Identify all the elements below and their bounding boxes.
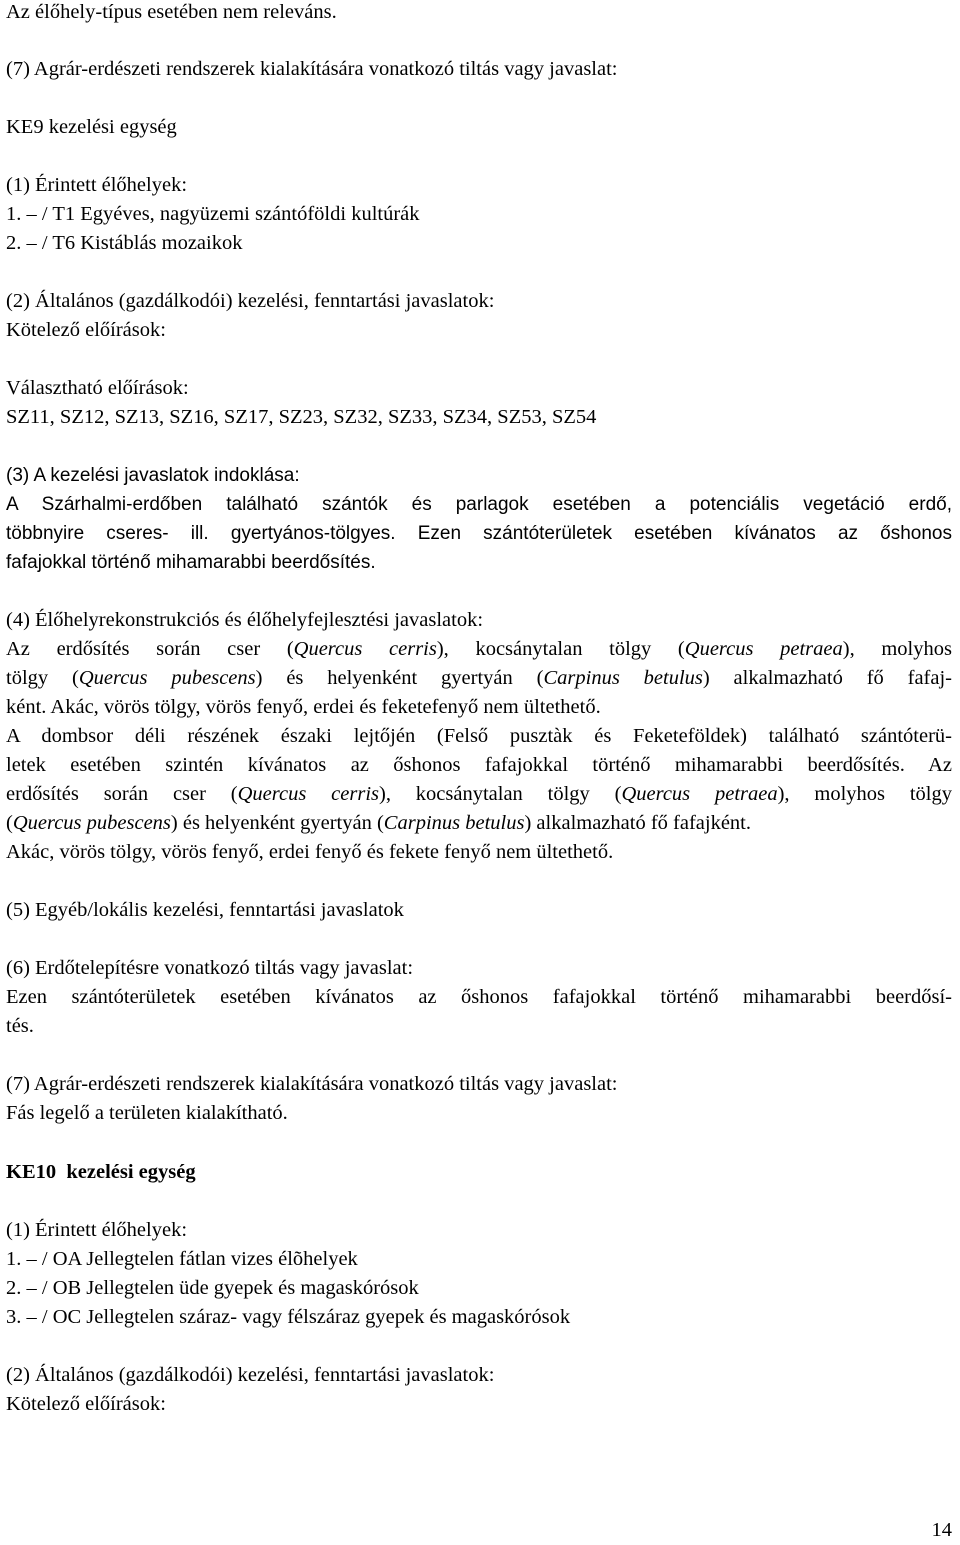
section-heading: (6) Erdőtelepítésre vonatkozó tiltás vagy javaslat:: [6, 957, 414, 979]
section-heading: (7) Agrár-erdészeti rendszerek kialakítására vonatkozó tiltás vagy javaslat:: [6, 58, 618, 80]
unit-title: KE9 kezelési egység: [6, 116, 177, 138]
text-run: ) alkalmazható fő fafajként.: [524, 812, 751, 834]
species-name: Quercus pubescens: [12, 812, 171, 834]
habitat-item: 1. – / T1 Egyéves, nagyüzemi szántóföldi kultúrák: [6, 203, 420, 225]
text-run: ) és helyenként gyertyán (: [170, 812, 384, 834]
section-heading: (2) Általános (gazdálkodói) kezelési, fenntartási javaslatok:: [6, 290, 495, 312]
text-run: erdősítés során cser (: [6, 783, 238, 805]
section-heading: (7) Agrár-erdészeti rendszerek kialakítására vonatkozó tiltás vagy javaslat:: [6, 1073, 618, 1095]
habitat-item: 3. – / OC Jellegtelen száraz- vagy félszáraz gyepek és magaskórósok: [6, 1306, 571, 1328]
text-run: ), kocsánytalan tölgy (: [436, 638, 685, 660]
code-list: SZ11, SZ12, SZ13, SZ16, SZ17, SZ23, SZ32, SZ33, SZ34, SZ53, SZ54: [6, 406, 597, 428]
section-heading: (1) Érintett élőhelyek:: [6, 174, 188, 196]
text-run: tölgy (: [6, 667, 79, 689]
text-run: ) és helyenként gyertyán (: [255, 667, 544, 689]
species-name: Quercus petraea: [684, 638, 843, 660]
subheading: Választható előírások:: [6, 377, 189, 399]
paragraph-line: letek esetében szintén kívánatos az őshonos fafajokkal történő mihamarabbi beerdősítés. Az: [6, 754, 952, 776]
paragraph-line: [6, 664, 952, 693]
section-heading: (3) A kezelési javaslatok indoklása:: [6, 465, 300, 486]
section-heading: (5) Egyéb/lokális kezelési, fenntartási javaslatok: [6, 899, 404, 921]
paragraph-line: [6, 809, 751, 838]
subheading: Kötelező előírások:: [6, 319, 166, 341]
species-name: Quercus petraea: [621, 783, 778, 805]
text-run: ) alkalmazható fő fafaj-: [702, 667, 953, 689]
text-run: ), kocsánytalan tölgy (: [379, 783, 622, 805]
species-name: Quercus cerris: [237, 783, 379, 805]
habitat-item: 2. – / OB Jellegtelen üde gyepek és magaskórósok: [6, 1277, 419, 1299]
paragraph-line: [6, 780, 952, 809]
species-name: Carpinus betulus: [383, 812, 525, 834]
species-name: Carpinus betulus: [543, 667, 703, 689]
paragraph-line: [6, 635, 952, 664]
page-number: 14: [931, 1519, 952, 1541]
text-run: ), molyhos tölgy: [777, 783, 952, 805]
text-run: (: [6, 812, 13, 834]
habitat-item: 1. – / OA Jellegtelen fátlan vizes élõhelyek: [6, 1248, 358, 1270]
unit-title: KE10 kezelési egység: [6, 1161, 196, 1183]
text-line: Az élőhely-típus esetében nem releváns.: [6, 1, 337, 23]
species-name: Quercus pubescens: [78, 667, 256, 689]
section-heading: (1) Érintett élőhelyek:: [6, 1219, 188, 1241]
paragraph-line: fafajokkal történő mihamarabbi beerdősítés.: [6, 552, 376, 573]
text-run: Az erdősítés során cser (: [6, 638, 294, 660]
paragraph-line: tés.: [6, 1015, 34, 1037]
paragraph-line: A dombsor déli részének északi lejtőjén (Felső pusztàk és Feketeföldek) található szántóterü-: [6, 725, 952, 747]
paragraph-line: Ezen szántóterületek esetében kívánatos az őshonos fafajokkal történő mihamarabbi beerdősí-: [6, 986, 952, 1008]
species-name: Quercus cerris: [293, 638, 437, 660]
paragraph-line: Fás legelő a területen kialakítható.: [6, 1102, 288, 1124]
subheading: Kötelező előírások:: [6, 1393, 166, 1415]
paragraph-line: Akác, vörös tölgy, vörös fenyő, erdei fenyő és fekete fenyő nem ültethető.: [6, 841, 614, 863]
paragraph-line: többnyire cseres- ill. gyertyános-tölgyes. Ezen szántóterületek esetében kívánatos az őshonos: [6, 523, 952, 544]
text-run: ), molyhos: [842, 638, 952, 660]
paragraph-line: A Szárhalmi-erdőben található szántók és parlagok esetében a potenciális vegetáció erdő,: [6, 494, 952, 515]
section-heading: (2) Általános (gazdálkodói) kezelési, fenntartási javaslatok:: [6, 1364, 495, 1386]
paragraph-line: ként. Akác, vörös tölgy, vörös fenyő, erdei és feketefenyő nem ültethető.: [6, 696, 601, 718]
section-heading: (4) Élőhelyrekonstrukciós és élőhelyfejlesztési javaslatok:: [6, 609, 484, 631]
habitat-item: 2. – / T6 Kistáblás mozaikok: [6, 232, 243, 254]
